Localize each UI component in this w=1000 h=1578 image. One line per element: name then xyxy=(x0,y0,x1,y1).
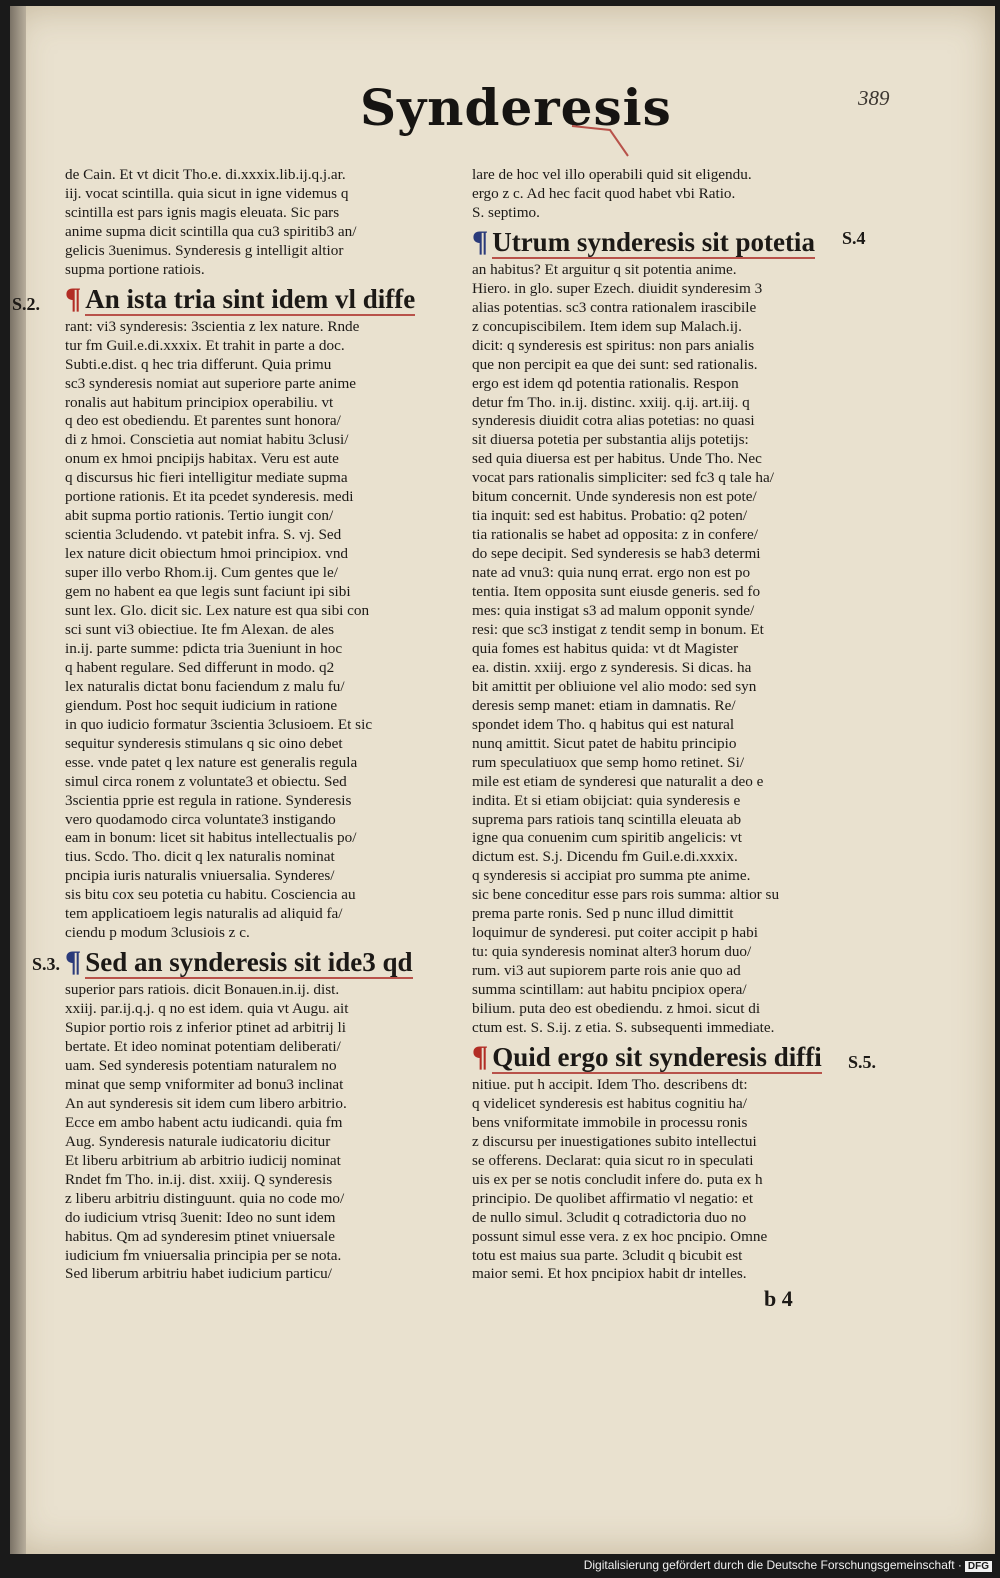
section-heading-5 xyxy=(472,1040,862,1074)
margin-section-3: S.3. xyxy=(32,954,61,974)
signature-mark: b 4 xyxy=(764,1286,793,1311)
right-intro xyxy=(472,166,862,223)
pilcrow-icon: ¶ xyxy=(65,281,82,315)
text-line: esse. vnde patet q lex nature est generalis regula xyxy=(65,753,358,771)
section-5-body xyxy=(472,1076,862,1284)
text-line: q discursus hic fieri intelligitur mediate supma xyxy=(65,469,348,487)
section-heading-3 xyxy=(65,945,457,979)
text-line: indita. Et si etiam obijciat: quia synderesis e xyxy=(472,791,741,809)
heading-text: Quid ergo sit synderesis diffi xyxy=(492,1041,822,1072)
right-column xyxy=(472,166,862,1284)
text-line: minat que semp vniformiter ad bonu3 inclinat xyxy=(65,1075,344,1093)
credit-text: Digitalisierung gefördert durch die Deutsche Forschungsgemeinschaft · xyxy=(583,1558,962,1572)
text-line: tius. Scdo. Tho. dicit q lex naturalis nominat xyxy=(65,848,335,866)
text-line: supma portione ratiois. xyxy=(65,260,205,278)
digitization-credit xyxy=(580,1556,996,1574)
text-line: gem no habent ea que legis sunt faciunt ipi sibi xyxy=(65,583,351,601)
text-line: deresis semp manet: etiam in damnatis. Re/ xyxy=(472,696,736,714)
pilcrow-icon: ¶ xyxy=(472,1039,489,1073)
text-line: rant: vi3 synderesis: 3scientia z lex nature. Rnde xyxy=(65,317,360,335)
text-line: Supior portio rois z inferior ptinet ad arbitrij li xyxy=(65,1019,346,1037)
text-line: di z hmoi. Conscietia aut nomiat habitu 3clusi/ xyxy=(65,431,349,449)
text-line: gelicis 3uenimus. Synderesis g intelligit altior xyxy=(65,241,344,259)
text-line: sc3 synderesis nomiat aut superiore parte anime xyxy=(65,374,357,392)
text-line: An aut synderesis sit idem cum libero arbitrio. xyxy=(65,1094,347,1112)
text-line: rum. vi3 aut supiorem parte rois anie quo ad xyxy=(472,962,741,980)
text-line: alias potentias. sc3 contra rationalem irascibile xyxy=(472,298,757,316)
section-4-body xyxy=(472,261,862,1038)
text-line: dicit: q synderesis est spiritus: non pars anialis xyxy=(472,336,755,354)
section-3-body xyxy=(65,981,457,1284)
text-line: tia rationalis se habet ad opposita: z in confere/ xyxy=(472,526,758,544)
text-line: de Cain. Et vt dicit Tho.e. di.xxxix.lib.ij.q.j.ar. xyxy=(65,166,346,183)
text-line: simul circa ronem z voluntate3 et obiectu. Sed xyxy=(65,772,347,790)
text-line: tia inquit: sed est habitus. Probatio: q2 poten/ xyxy=(472,507,748,525)
text-line: sunt lex. Glo. dicit sic. Lex nature est qua sibi con xyxy=(65,602,370,620)
margin-section-4: S.4 xyxy=(842,228,866,248)
text-line: 3scientia pprie est regula in ratione. Synderesis xyxy=(65,791,352,809)
text-line: sed quia diuersa est per habitus. Unde Tho. Nec xyxy=(472,450,762,468)
text-line: rum speculatiuox que semp homo retinet. Si/ xyxy=(472,753,745,771)
text-line: se offerens. Declarat: quia sicut ro in speculati xyxy=(472,1151,754,1169)
text-line: iudicium fm vniuersalia principia per se nota. xyxy=(65,1246,342,1264)
text-line: S. septimo. xyxy=(472,203,540,221)
text-line: lex nature dicit obiectum hmoi principiox. vnd xyxy=(65,545,349,563)
heading-text: Utrum synderesis sit potetia xyxy=(492,226,815,257)
text-line: bens vniformitate immobile in processu ronis xyxy=(472,1113,748,1131)
pilcrow-icon: ¶ xyxy=(65,945,82,979)
text-line: tu: quia synderesis nominat alter3 horum duo/ xyxy=(472,943,752,961)
text-line: Hiero. in glo. super Ezech. diuidit synderesim 3 xyxy=(472,279,763,297)
text-line: quia fomes est habitus quida: vt dt Magister xyxy=(472,639,739,657)
text-line: mile est etiam de synderesi que naturalit a deo e xyxy=(472,772,764,790)
text-line: vocat pars rationalis simpliciter: sed fc3 q tale ha/ xyxy=(472,469,774,487)
text-line: scientia 3cludendo. vt patebit infra. S. vj. Sed xyxy=(65,526,342,544)
text-line: sci sunt vi3 obiectiue. Ite fm Alexan. de ales xyxy=(65,620,335,638)
text-line: uam. Sed synderesis potentiam naturalem no xyxy=(65,1056,337,1074)
section-heading-2 xyxy=(65,282,457,316)
text-line: ergo z c. Ad hec facit quod habet vbi Ratio. xyxy=(472,184,736,202)
text-line: super illo verbo Rhom.ij. Cum gentes que le/ xyxy=(65,564,338,582)
text-line: summa scintillam: aut habitu pncipiox opera/ xyxy=(472,981,747,999)
text-line: in quo iudicio formatur 3scientia 3clusioem. Et sic xyxy=(65,715,373,733)
text-line: abit supma portio rationis. Tertio iungit con/ xyxy=(65,507,334,525)
heading-text: Sed an synderesis sit ide3 qd xyxy=(85,947,413,978)
text-line: vero quodamodo circa voluntate3 instigando xyxy=(65,810,336,828)
text-line: lare de hoc vel illo operabili quid sit eligendu. xyxy=(472,166,752,183)
text-line: resi: que sc3 instigat z tendit semp in bonum. Et xyxy=(472,620,764,638)
folio-number: 389 xyxy=(858,86,890,110)
text-line: do iudicium vtrisq 3uenit: Ideo no sunt idem xyxy=(65,1208,336,1226)
text-line: de nullo simul. 3cludit q cotradictoria duo no xyxy=(472,1208,747,1226)
text-line: tur fm Guil.e.di.xxxix. Et trahit in parte a doc. xyxy=(65,336,345,354)
text-line: que non percipit ea que dei sunt: sed rationalis. xyxy=(472,355,758,373)
text-line: ctum est. S. S.ij. z etia. S. subsequenti immediate. xyxy=(472,1018,775,1036)
text-line: lex naturalis dictat bonu faciendum z malu fu/ xyxy=(65,677,345,695)
text-line: nate ad vnu3: quia nunq errat. ergo non est po xyxy=(472,564,751,582)
text-line: uis ex per se notis concludit infere do. puta ex h xyxy=(472,1170,763,1188)
text-line: giendum. Post hoc sequit iudicium in ratione xyxy=(65,696,338,714)
text-line: bilium. puta deo est obediendu. z hmoi. sicut di xyxy=(472,1000,761,1018)
text-line: prema parte ronis. Sed p nunc illud dimittit xyxy=(472,905,734,923)
text-line: nitiue. put h accipit. Idem Tho. describens dt: xyxy=(472,1075,748,1093)
text-line: sis bitu cox seu potetia cu habitu. Cosciencia au xyxy=(65,886,356,904)
text-line: habitus. Qm ad synderesim ptinet vniuersale xyxy=(65,1227,335,1245)
text-line: possunt simul esse vera. z ex hoc pncipio. Omne xyxy=(472,1227,768,1245)
text-line: suprema pars ratiois tanq scintilla eleuata ab xyxy=(472,810,742,828)
text-line: Ecce em ambo habent actu iudicandi. quia fm xyxy=(65,1113,343,1131)
text-line: spondet idem Tho. q habitus qui est natural xyxy=(472,715,735,733)
text-line: maior semi. Et hox pncipiox habit dr intelles. xyxy=(472,1265,747,1283)
text-line: nunq amittit. Sicut patet de habitu principio xyxy=(472,734,737,752)
section-heading-4 xyxy=(472,225,862,259)
text-line: pncipia iuris naturalis vniuersalia. Synderes/ xyxy=(65,867,335,885)
margin-section-2: S.2. xyxy=(12,294,41,314)
text-line: synderesis diuidit cotra alias potetias: no quasi xyxy=(472,412,755,430)
dfg-logo-icon: DFG xyxy=(965,1561,992,1572)
text-line: do sepe decipit. Sed synderesis se hab3 determi xyxy=(472,545,761,563)
text-line: Subti.e.dist. q hec tria differunt. Quia primu xyxy=(65,355,332,373)
text-line: ciendu p modum 3clusiois z c. xyxy=(65,924,250,942)
text-line: q videlicet synderesis est habitus cognitiu ha/ xyxy=(472,1094,748,1112)
running-title: Synderesis xyxy=(360,78,672,137)
text-line: sit diuersa potetia per substantia alijs potetijs: xyxy=(472,431,749,449)
text-line: bitum concernit. Unde synderesis non est pote/ xyxy=(472,488,757,506)
text-line: principio. De quolibet affirmatio vl negatio: et xyxy=(472,1189,754,1207)
text-line: portione rationis. Et ita pcedet synderesis. medi xyxy=(65,488,354,506)
text-line: iij. vocat scintilla. quia sicut in igne videmus q xyxy=(65,184,349,202)
text-line: z discursu per inuestigationes subito intellectui xyxy=(472,1132,757,1150)
text-line: q synderesis si accipiat pro summa pte anime. xyxy=(472,867,751,885)
text-line: sequitur synderesis stimulans q sic oino debet xyxy=(65,734,343,752)
section-2-body xyxy=(65,318,457,943)
text-line: onum ex hmoi pncipijs habitax. Veru est aute xyxy=(65,450,339,468)
text-line: detur fm Tho. in.ij. distinc. xxiij. q.ij. art.iij. q xyxy=(472,393,750,411)
text-line: anime supma dicit scintilla qua cu3 spiritib3 an/ xyxy=(65,222,357,240)
text-line: mes: quia instigat s3 ad malum opponit synde/ xyxy=(472,602,755,620)
left-intro xyxy=(65,166,457,280)
red-flourish-icon xyxy=(570,122,630,158)
text-line: sic bene conceditur esse pars rois summa: altior su xyxy=(472,886,780,904)
margin-section-5: S.5. xyxy=(848,1052,877,1072)
text-line: q deo est obediendu. Et parentes sunt honora/ xyxy=(65,412,341,430)
text-line: loquimur de synderesi. put coiter accipit p habi xyxy=(472,924,758,942)
text-line: z concupiscibilem. Item idem sup Malach.ij. xyxy=(472,317,742,335)
text-line: Sed liberum arbitriu habet iudicium particu/ xyxy=(65,1265,332,1283)
text-line: ea. distin. xxiij. ergo z synderesis. Si dicas. ha xyxy=(472,658,752,676)
page-gutter xyxy=(10,6,26,1554)
text-line: Aug. Synderesis naturale iudicatoriu dicitur xyxy=(65,1132,331,1150)
text-line: Rndet fm Tho. in.ij. dist. xxiij. Q synderesis xyxy=(65,1170,333,1188)
text-line: totu est maius sua parte. 3cludit q bicubit est xyxy=(472,1246,743,1264)
text-line: Et liberu arbitrium ab arbitrio iudicij nominat xyxy=(65,1151,341,1169)
text-line: dictum est. S.j. Dicendu fm Guil.e.di.xxxix. xyxy=(472,848,738,866)
pilcrow-icon: ¶ xyxy=(472,224,489,258)
text-line: bit amittit per obliuione vel alio modo: sed syn xyxy=(472,677,757,695)
book-page xyxy=(10,6,995,1554)
text-line: tentia. Item opposita sunt eiusde generis. sed fo xyxy=(472,583,761,601)
text-line: ergo est idem qd potentia rationalis. Respon xyxy=(472,374,739,392)
text-line: igne qua conuenim cum spiritib angelicis: vt xyxy=(472,829,742,847)
heading-text: An ista tria sint idem vl diffe xyxy=(85,283,416,314)
text-line: tem applicatioem legis naturalis ad aliquid fa/ xyxy=(65,905,343,923)
text-line: bertate. Et ideo nominat potentiam deliberati/ xyxy=(65,1038,341,1056)
text-line: eam in bonum: licet sit habitus intellectualis po/ xyxy=(65,829,357,847)
text-line: in.ij. parte summe: pdicta tria 3ueniunt in hoc xyxy=(65,639,343,657)
text-line: xxiij. par.ij.q.j. q no est idem. quia vt Augu. ait xyxy=(65,1000,349,1018)
text-line: z liberu arbitriu distinguunt. quia no code mo/ xyxy=(65,1189,345,1207)
text-line: q habent regulare. Sed differunt in modo. q2 xyxy=(65,658,335,676)
text-line: an habitus? Et arguitur q sit potentia anime. xyxy=(472,260,737,278)
text-line: ronalis aut habitum principiox operabiliu. vt xyxy=(65,393,334,411)
text-line: superior pars ratiois. dicit Bonauen.in.ij. dist. xyxy=(65,981,340,999)
text-line: scintilla est pars ignis magis eleuata. Sic pars xyxy=(65,203,340,221)
left-column xyxy=(65,166,457,1284)
